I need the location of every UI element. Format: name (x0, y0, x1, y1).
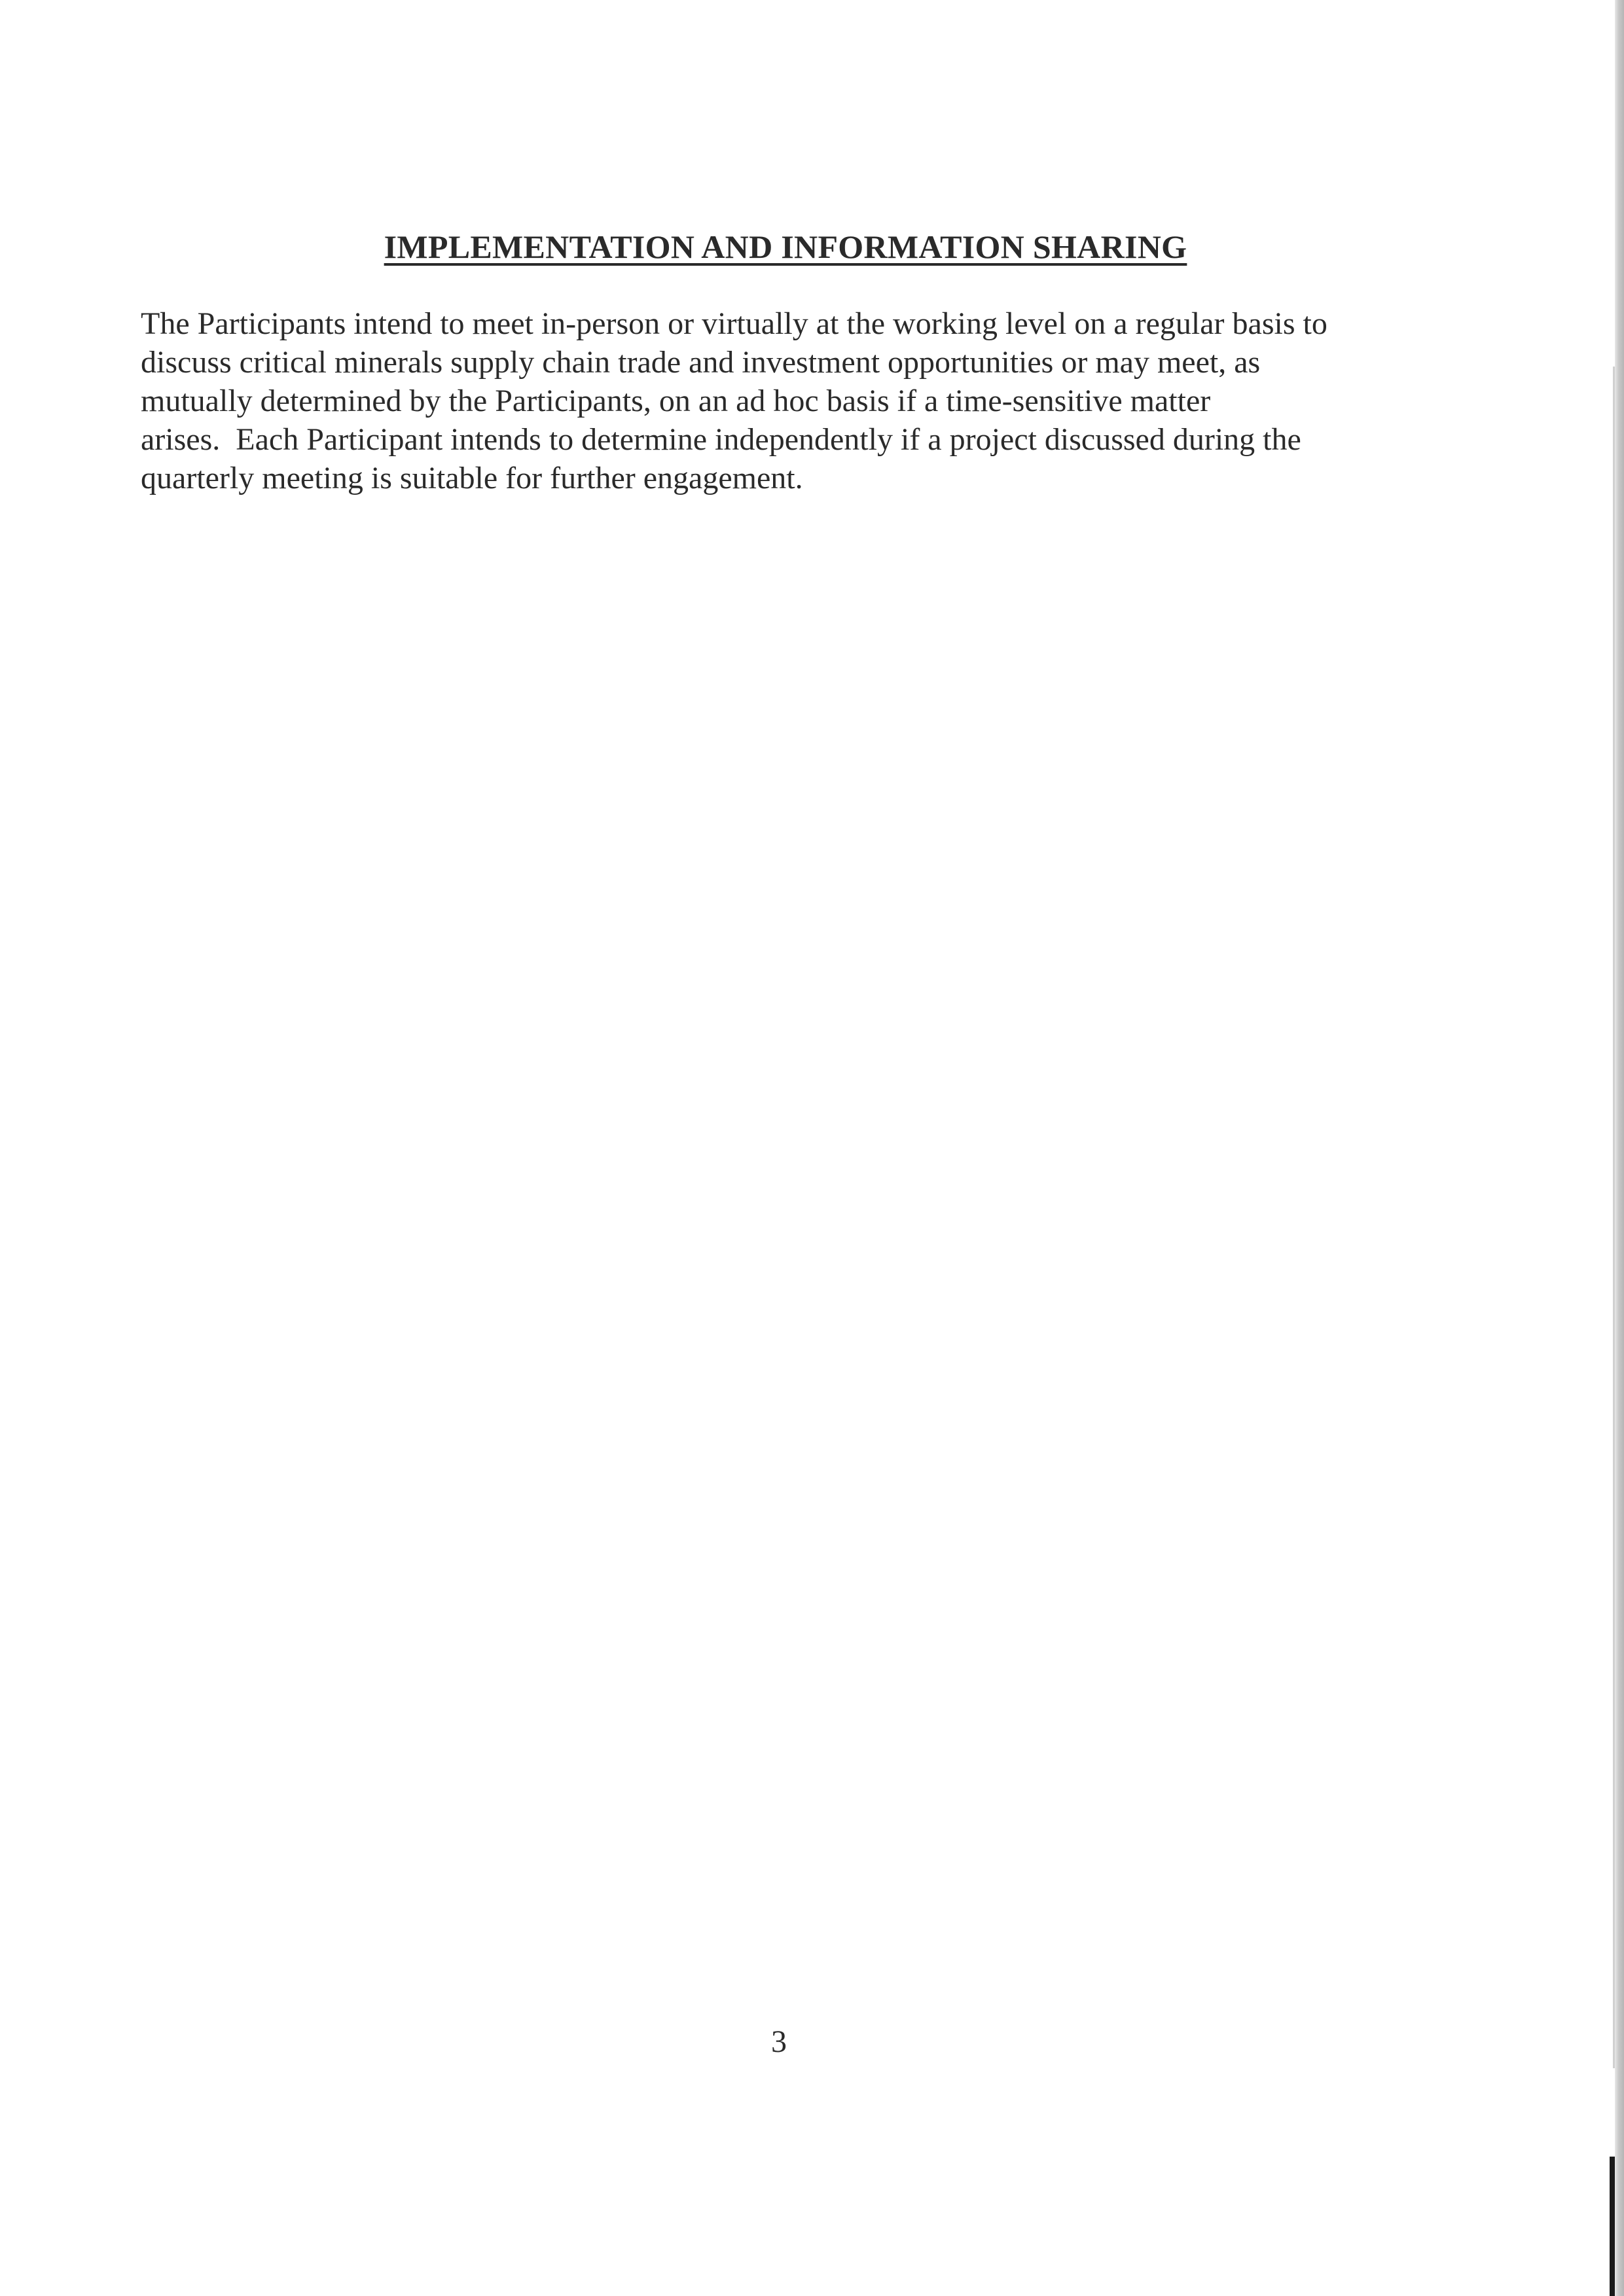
scan-edge-dark-mark (1610, 2157, 1615, 2296)
page-number: 3 (771, 2024, 787, 2059)
paragraph-line: arises. Each Participant intends to determine independently if a project discussed during the (141, 422, 1301, 457)
body-paragraph (141, 304, 1463, 497)
section-heading: IMPLEMENTATION AND INFORMATION SHARING (384, 228, 1187, 265)
scan-edge-shadow (1615, 0, 1624, 2296)
scan-edge-line (1613, 367, 1615, 2068)
paragraph-line: quarterly meeting is suitable for further engagement. (141, 461, 803, 495)
paragraph-line: mutually determined by the Participants, on an ad hoc basis if a time-sensitive matter (141, 384, 1211, 418)
paragraph-line: discuss critical minerals supply chain trade and investment opportunities or may meet, as (141, 345, 1261, 380)
paragraph-line: The Participants intend to meet in-person or virtually at the working level on a regular basis to (141, 306, 1327, 341)
